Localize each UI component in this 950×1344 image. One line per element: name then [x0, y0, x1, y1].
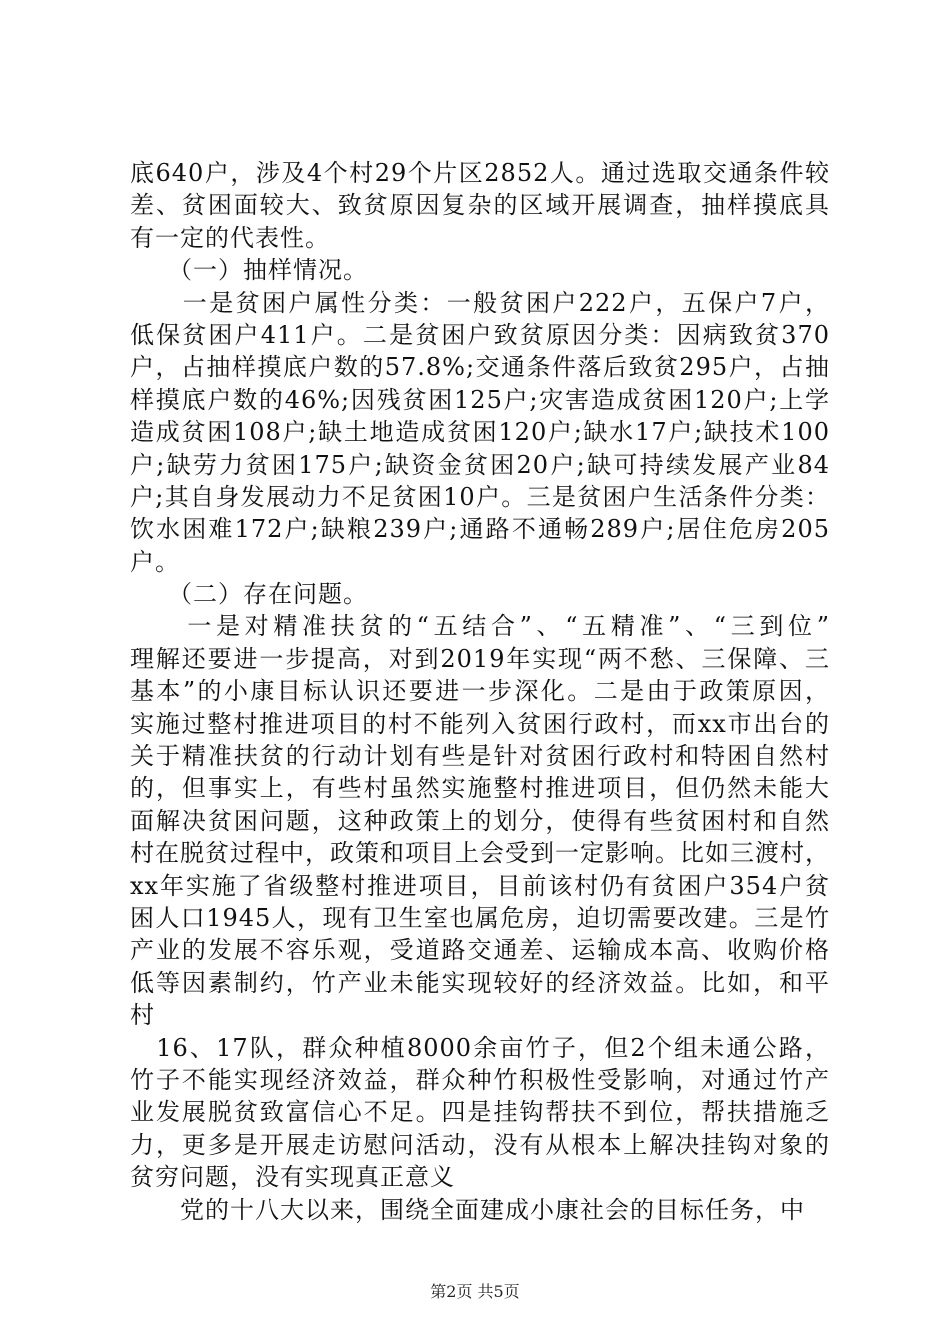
text-line: 的，但事实上，有些村虽然实施整村推进项目，但仍然未能大 [130, 774, 830, 803]
text-line: 低等因素制约，竹产业未能实现较好的经济效益。比如，和平 [130, 968, 830, 997]
text-line: 困人口1945人，现有卫生室也属危房，迫切需要改建。三是竹 [130, 903, 830, 932]
text-line: 户;其自身发展动力不足贫困10户。三是贫困户生活条件分类： [130, 482, 830, 511]
text-line: 理解还要进一步提高，对到2019年实现“两不愁、三保障、三 [130, 644, 830, 673]
text-line: 实施过整村推进项目的村不能列入贫困行政村，而xx市出台的 [130, 709, 830, 738]
text-line: 基本”的小康目标认识还要进一步深化。二是由于政策原因， [130, 677, 830, 706]
text-line: 竹子不能实现经济效益，群众种竹积极性受影响，对通过竹产 [130, 1065, 830, 1094]
text-line: （一）抽样情况。 [130, 256, 368, 285]
text-line: 产业的发展不容乐观，受道路交通差、运输成本高、收购价格 [130, 936, 830, 965]
text-line: 饮水困难172户;缺粮239户;通路不通畅289户;居住危房205 [130, 515, 830, 544]
text-line: 低保贫困户411户。二是贫困户致贫原因分类：因病致贫370 [130, 320, 830, 349]
text-line: 户;缺劳力贫困175户;缺资金贫困20户;缺可持续发展产业84 [130, 450, 830, 479]
text-line: 党的十八大以来，围绕全面建成小康社会的目标任务，中 [130, 1195, 805, 1224]
text-line: 关于精准扶贫的行动计划有些是针对贫困行政村和特困自然村 [130, 742, 830, 771]
text-line: （二）存在问题。 [130, 580, 368, 609]
paragraph [130, 254, 830, 286]
paragraph [130, 157, 830, 254]
text-line: 一是对精准扶贫的“五结合”、“五精准”、“三到位” [130, 612, 830, 641]
paragraph [130, 1194, 830, 1226]
text-line: 16、17队，群众种植8000余亩竹子，但2个组未通公路， [130, 1033, 830, 1062]
text-line: 力，更多是开展走访慰问活动，没有从根本上解决挂钩对象的 [130, 1130, 830, 1159]
page-footer: 第2页 共5页 [430, 1282, 520, 1301]
text-line: 户。 [130, 547, 180, 576]
paragraph [130, 1032, 830, 1194]
text-line: 面解决贫困问题，这种政策上的划分，使得有些贫困村和自然 [130, 806, 830, 835]
text-line: xx年实施了省级整村推进项目，目前该村仍有贫困户354户贫 [130, 871, 830, 900]
text-line: 户，占抽样摸底户数的57.8%;交通条件落后致贫295户，占抽 [130, 353, 830, 382]
text-line: 有一定的代表性。 [130, 223, 330, 252]
text-line: 造成贫困108户;缺土地造成贫困120户;缺水17户;缺技术100 [130, 418, 830, 447]
text-line: 贫穷问题，没有实现真正意义 [130, 1163, 455, 1192]
text-line: 一是贫困户属性分类：一般贫困户222户，五保户7户， [130, 288, 830, 317]
text-line: 底640户，涉及4个村29个片区2852人。通过选取交通条件较 [130, 159, 830, 187]
text-line: 村在脱贫过程中，政策和项目上会受到一定影响。比如三渡村， [130, 839, 830, 868]
paragraph [130, 287, 830, 579]
body-text [130, 157, 830, 1226]
text-line: 差、贫困面较大、致贫原因复杂的区域开展调查，抽样摸底具 [130, 191, 830, 220]
paragraph [130, 610, 830, 1031]
paragraph [130, 578, 830, 610]
text-line: 村 [130, 1001, 155, 1030]
text-line: 样摸底户数的46%;因残贫困125户;灾害造成贫困120户;上学 [130, 385, 830, 414]
text-line: 业发展脱贫致富信心不足。四是挂钩帮扶不到位，帮扶措施乏 [130, 1098, 830, 1127]
